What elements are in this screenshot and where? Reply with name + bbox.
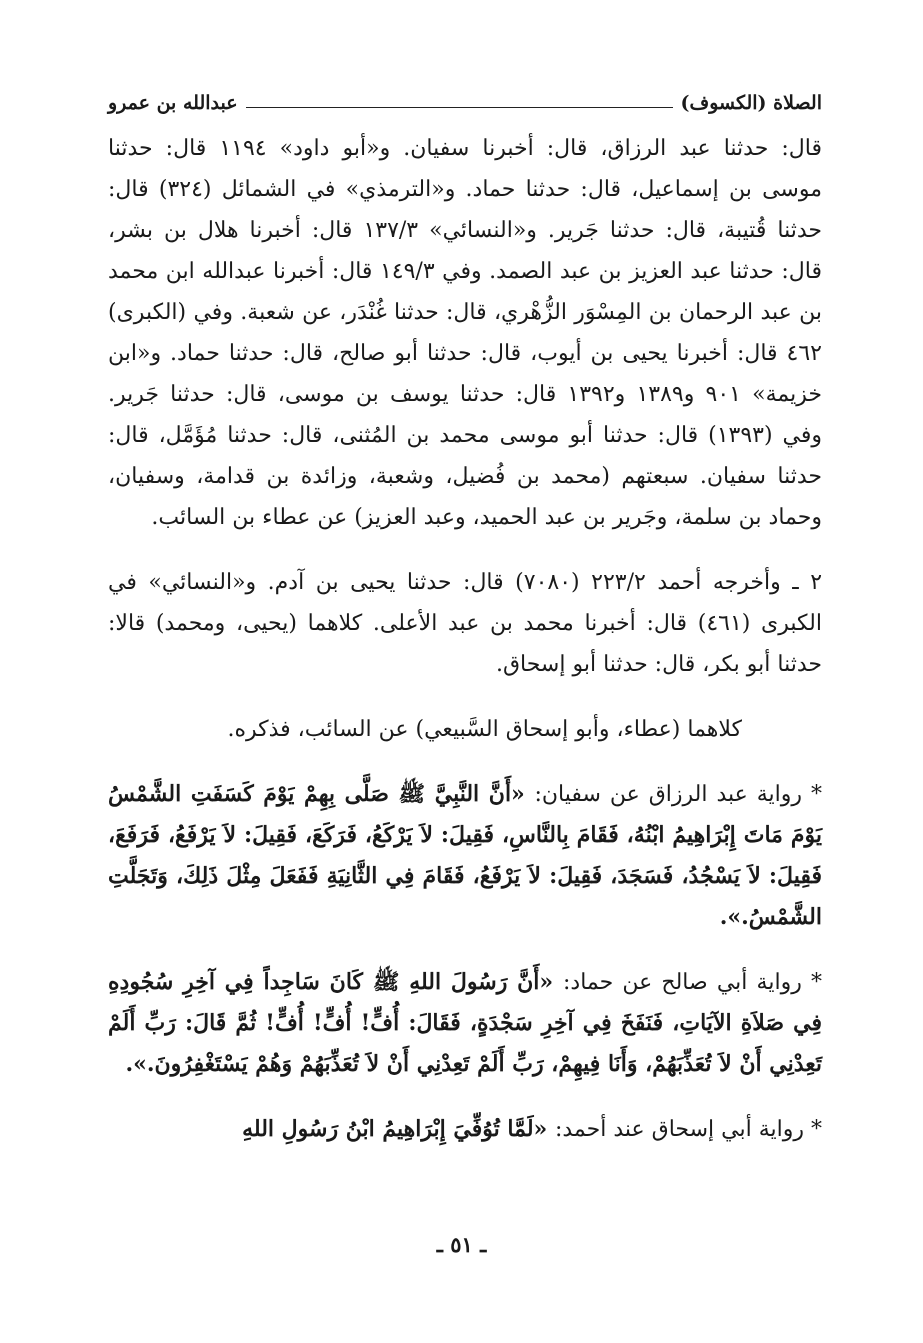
paragraph-isnad-2: ٢ ـ وأخرجه أحمد ٢٢٣/٢ (٧٠٨٠) قال: حدثنا يحيى بن آدم. و«النسائي» في الكبرى (٤٦١) قال: أخبرنا محمد بن عبد الأعلى. كلاهما (يحيى، ومحمد) قالا: حدثنا أبو بكر، قال: حدثنا أبو إسحاق. (108, 570, 823, 677)
narration-text: «أَنَّ النَّبِيَّ ﷺ صَلَّى بِهِمْ يَوْمَ كَسَفَتِ الشَّمْسُ يَوْمَ مَاتَ إِبْرَاهِيمُ ابْنُهُ، فَقَامَ بِالنَّاسِ، فَقِيلَ: لاَ يَرْكَعُ، فَرَكَعَ، فَقِيلَ: لاَ يَرْفَعُ، فَرَفَعَ، فَقِيلَ: لاَ يَسْجُدُ، فَسَجَدَ، فَقِيلَ: لاَ يَرْفَعُ، فَقَامَ فِي الثَّانِيَةِ فَفَعَلَ مِثْلَ ذَلِكَ، وَتَجَلَّتِ الشَّمْسُ.». (108, 781, 822, 930)
narration-text: «لَمَّا تُوُفِّيَ إِبْرَاهِيمُ ابْنُ رَسُولِ اللهِ (242, 1116, 548, 1142)
narration-abusalih (108, 962, 822, 1085)
narration-intro: * رواية أبي إسحاق عند أحمد: (554, 1117, 822, 1142)
header-rule (246, 107, 673, 108)
chapter-title: الصلاة (الكسوف) (680, 92, 822, 114)
paragraph-summary: كلاهما (عطاء، وأبو إسحاق السَّبيعي) عن السائب، فذكره. (227, 717, 742, 742)
paragraph-isnad-1: قال: حدثنا عبد الرزاق، قال: أخبرنا سفيان. و«أبو داود» ١١٩٤ قال: حدثنا موسى بن إسماعيل، قال: حدثنا حماد. و«الترمذي» في الشمائل (٣٢٤) قال: حدثنا قُتيبة، قال: حدثنا جَرير. و«النسائي» ١٣٧/٣ قال: أخبرنا هلال بن بشر، قال: حدثنا عبد العزيز بن عبد الصمد. وفي ١٤٩/٣ قال: أخبرنا عبدالله ابن محمد بن عبد الرحمان بن المِسْوَر الزُّهْري، قال: حدثنا غُنْدَر، عن شعبة. وفي (الكبرى) ٤٦٢ قال: أخبرنا يحيى بن أيوب، قال: حدثنا أبو صالح، قال: حدثنا حماد. و«ابن خزيمة» ٩٠١ و١٣٨٩ و١٣٩٢ قال: حدثنا يوسف بن موسى، قال: حدثنا جَرير. وفي (١٣٩٣) قال: حدثنا أبو موسى محمد بن المُثنى، قال: حدثنا مُؤَمَّل، قال: حدثنا سفيان. سبعتهم (محمد بن فُضيل، وشعبة، وزائدة بن قدامة، وسفيان، وحماد بن سلمة، وجَرير بن عبد الحميد، وعبد العزيز) عن عطاء بن السائب. (108, 136, 822, 530)
page-number: ـ ٥١ ـ (436, 1232, 487, 1257)
narration-abdulrazzaq (108, 774, 822, 938)
running-header (108, 88, 822, 118)
page-body (108, 128, 822, 1150)
narration-intro: * رواية أبي صالح عن حماد: (563, 970, 822, 995)
narration-text: «أَنَّ رَسُولَ اللهِ ﷺ كَانَ سَاجِداً فِي آخِرِ سُجُودِهِ فِي صَلاَةِ الآيَاتِ، فَنَفَخَ فِي آخِرِ سَجْدَةٍ، فَقَالَ: أُفٍّ! أُفٍّ! أُفٍّ! ثُمَّ قَالَ: رَبِّ أَلَمْ تَعِدْنِي أَنْ لاَ تُعَذِّبَهُمْ، وَأَنَا فِيهِمْ، رَبِّ أَلَمْ تَعِدْنِي أَنْ لاَ تُعَذِّبَهُمْ وَهُمْ يَسْتَغْفِرُونَ.». (108, 969, 822, 1077)
narration-intro: * رواية عبد الرزاق عن سفيان: (534, 782, 822, 807)
narration-abuishaq (108, 1109, 822, 1150)
author-title: عبدالله بن عمرو (108, 92, 238, 114)
